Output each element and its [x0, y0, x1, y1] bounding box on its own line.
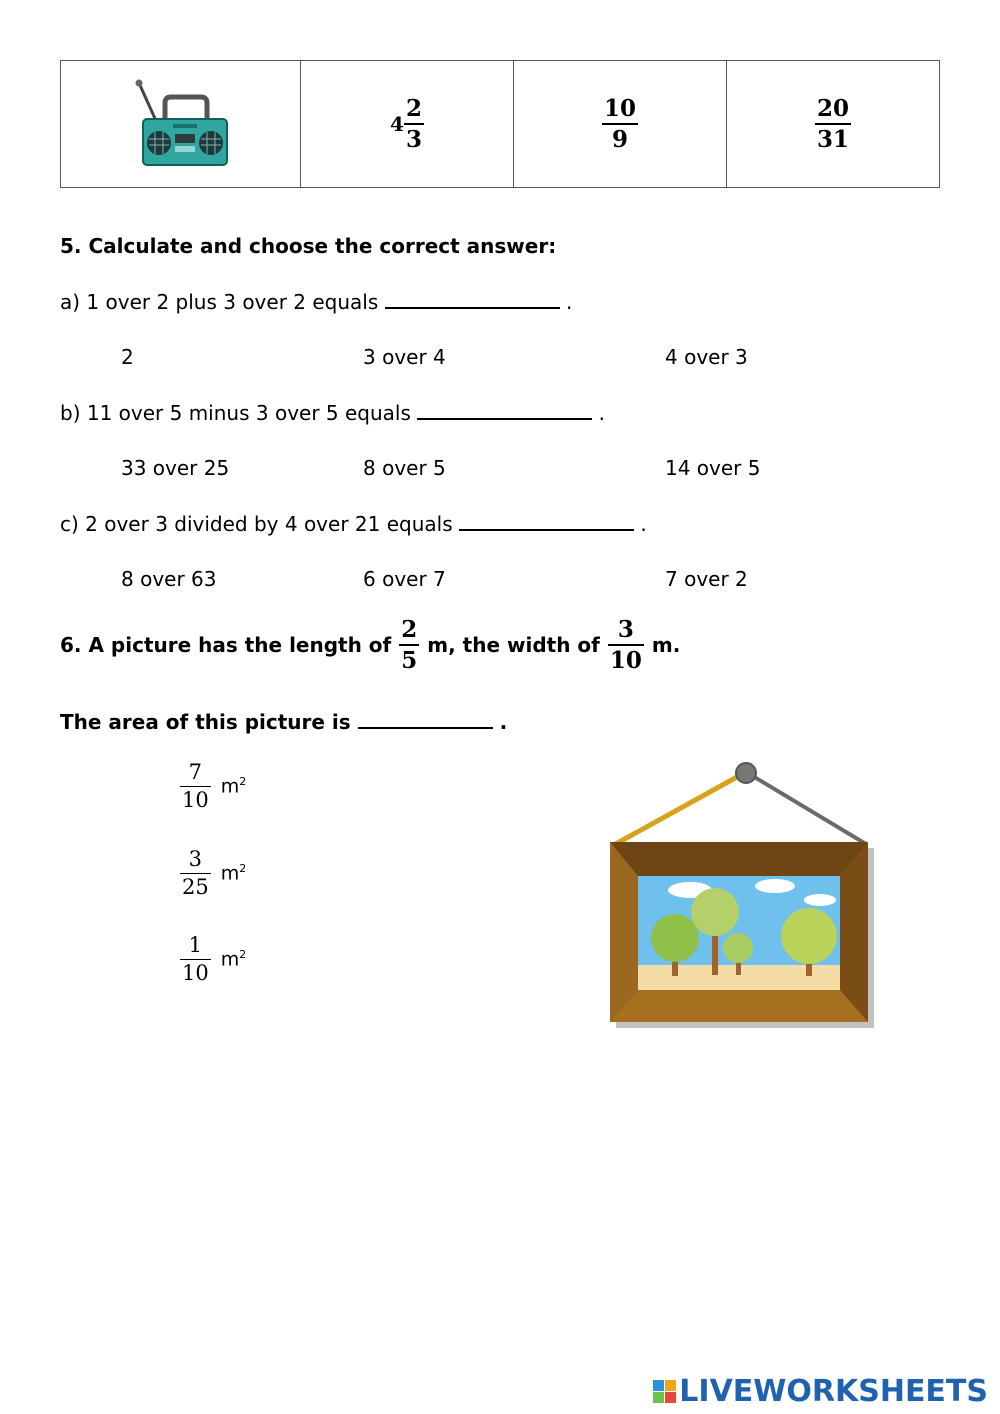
numerator: 2 — [405, 95, 422, 122]
answer-blank[interactable] — [417, 402, 592, 420]
question-text: m. — [651, 633, 681, 657]
numerator: 20 — [816, 95, 849, 122]
length-fraction — [399, 618, 419, 672]
table-cell-fraction — [727, 61, 939, 187]
liveworksheets-logo-icon — [653, 1380, 677, 1404]
option[interactable]: 8 over 63 — [121, 567, 217, 591]
question-6 — [60, 618, 680, 672]
denominator: 5 — [401, 647, 418, 674]
question-text: b) 11 over 5 minus 3 over 5 equals — [60, 401, 411, 425]
question-text: a) 1 over 2 plus 3 over 2 equals — [60, 290, 379, 314]
unit-label: $m^2$ — [220, 862, 247, 885]
question-text: The area of this picture is — [60, 710, 351, 734]
question-end: . — [499, 710, 508, 734]
option[interactable]: 33 over 25 — [121, 456, 230, 480]
fraction — [180, 762, 211, 811]
numerator: 10 — [603, 95, 636, 122]
denominator: 9 — [611, 126, 628, 153]
question-text: 6. A picture has the length of — [60, 633, 392, 657]
denominator: 25 — [182, 875, 209, 899]
option[interactable]: 8 over 5 — [363, 456, 446, 480]
table-cell-image — [61, 61, 301, 187]
area-option[interactable] — [180, 762, 246, 811]
table-cell-fraction — [514, 61, 727, 187]
fractions-table — [60, 60, 940, 188]
liveworksheets-logo — [653, 1374, 988, 1409]
whole-part: 4 — [390, 112, 404, 136]
answer-blank[interactable] — [385, 291, 560, 309]
numerator: 3 — [188, 847, 203, 871]
option[interactable]: 2 — [121, 345, 134, 369]
question-5c — [60, 512, 647, 536]
denominator: 10 — [182, 788, 209, 812]
denominator: 10 — [182, 961, 209, 985]
numerator: 1 — [188, 933, 203, 957]
numerator: 7 — [188, 760, 203, 784]
question-end: . — [566, 290, 573, 314]
area-option[interactable] — [180, 935, 246, 984]
option[interactable]: 4 over 3 — [665, 345, 748, 369]
framed-landscape-picture-icon — [600, 760, 880, 1030]
fraction — [180, 849, 211, 898]
unit-label: $m^2$ — [220, 948, 247, 971]
question-5a — [60, 290, 572, 314]
brand-name: LIVEWORKSHEETS — [679, 1374, 988, 1409]
fraction — [815, 97, 851, 151]
question-end: . — [598, 401, 605, 425]
fraction — [180, 935, 211, 984]
area-option[interactable] — [180, 849, 246, 898]
numerator: 2 — [401, 616, 418, 643]
question-end: . — [640, 512, 647, 536]
unit-label: $m^2$ — [220, 775, 247, 798]
option[interactable]: 6 over 7 — [363, 567, 446, 591]
table-cell-mixed-number — [301, 61, 514, 187]
answer-blank[interactable] — [358, 711, 493, 729]
fraction — [602, 97, 638, 151]
denominator: 3 — [405, 126, 422, 153]
question-5-title: 5. Calculate and choose the correct answer: — [60, 234, 557, 258]
question-text: m, the width of — [427, 633, 600, 657]
radio-icon — [131, 79, 231, 169]
denominator: 31 — [816, 126, 849, 153]
fraction — [404, 97, 424, 151]
width-fraction — [608, 618, 644, 672]
denominator: 10 — [609, 647, 642, 674]
question-5b — [60, 401, 605, 425]
numerator: 3 — [617, 616, 634, 643]
area-question — [60, 710, 507, 734]
option[interactable]: 3 over 4 — [363, 345, 446, 369]
option[interactable]: 7 over 2 — [665, 567, 748, 591]
option[interactable]: 14 over 5 — [665, 456, 761, 480]
question-text: c) 2 over 3 divided by 4 over 21 equals — [60, 512, 453, 536]
answer-blank[interactable] — [459, 513, 634, 531]
